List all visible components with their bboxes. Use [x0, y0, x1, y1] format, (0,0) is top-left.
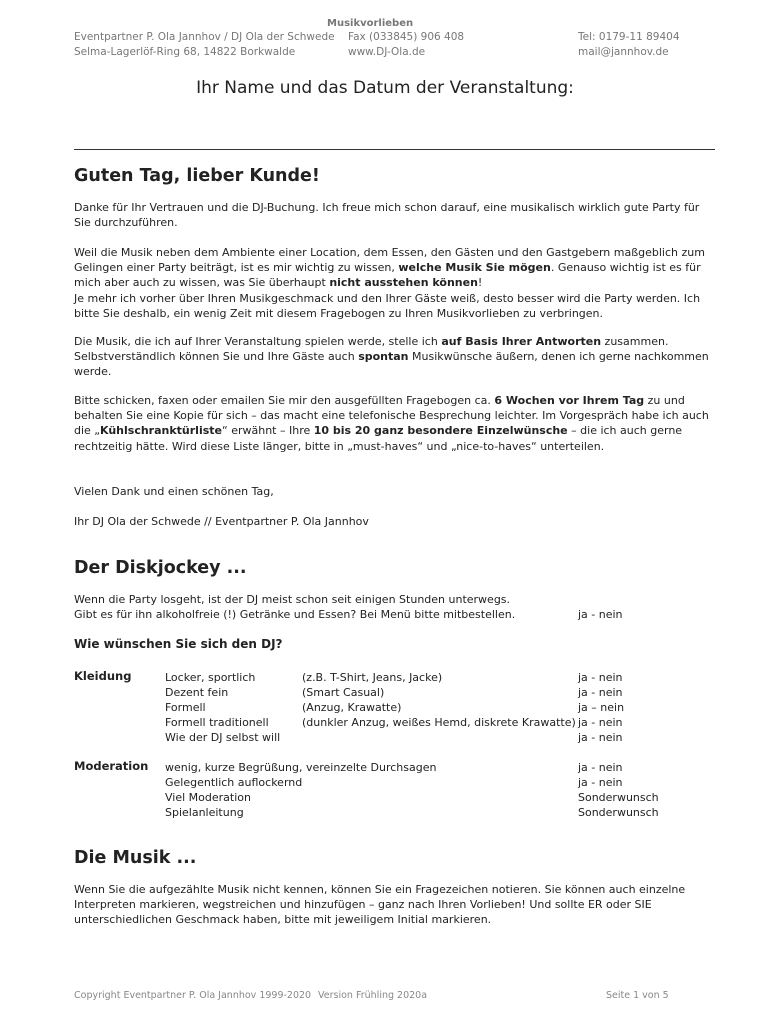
header-phone-block	[578, 30, 680, 60]
intro-paragraph-1: Danke für Ihr Vertrauen und die DJ-Buchung. Ich freue mich schon darauf, eine musikalisch wirklich gute Party für Sie durchzuführen.	[74, 201, 700, 230]
intro-paragraph-3: Die Musik, die ich auf Ihrer Veranstaltung spielen werde, stelle ich auf Basis Ihrer Antworten zusammen. Selbstverständlich können Sie und Ihre Gäste auch spontan Musikwünsche äußern, denen ich gerne nachkommen werde.	[74, 335, 709, 379]
clothing-answer[interactable]: ja – nein	[578, 701, 625, 714]
clothing-note: (Anzug, Krawatte)	[302, 701, 402, 714]
name-date-entry-line[interactable]	[74, 149, 715, 150]
thanks-line: Vielen Dank und einen schönen Tag,	[74, 485, 274, 498]
clothing-note: (z.B. T-Shirt, Jeans, Jacke)	[302, 671, 443, 684]
intro-paragraph-2: Weil die Musik neben dem Ambiente einer Location, dem Essen, den Gästen und den Gastgebern maßgeblich zum Gelingen einer Party beiträgt, ist es mir wichtig zu wissen, welche Musik Sie mögen. Genauso wichtig ist es für mich aber auch zu wissen, was Sie überhaupt nicht ausstehen können! Je mehr ich vorher über Ihren Musikgeschmack und den Ihrer Gäste weiß, desto besser wird die Party werden. Ich bitte Sie deshalb, ein wenig Zeit mit diesem Fragebogen zu Ihren Musikvorlieben zu verbringen.	[74, 246, 705, 320]
clothing-option: Wie der DJ selbst will	[165, 731, 281, 744]
header-address-block	[74, 30, 335, 60]
clothing-label: Kleidung	[74, 669, 132, 683]
moderation-option: Viel Moderation	[165, 791, 251, 804]
header-email: mail@jannhov.de	[578, 46, 669, 58]
header-fax: Fax (033845) 906 408	[348, 31, 465, 43]
clothing-answer[interactable]: ja - nein	[578, 686, 623, 699]
document-title: Musikvorlieben	[327, 18, 414, 29]
footer-page-number: Seite 1 von 5	[606, 990, 669, 1001]
intro-paragraph-4: Bitte schicken, faxen oder emailen Sie mir den ausgefüllten Fragebogen ca. 6 Wochen vor Ihrem Tag zu und behalten Sie eine Kopie für sich – das macht eine telefonische Besprechung leichter. Im Vorgespräch habe ich auch die „Kühlschranktürliste“ erwähnt – Ihre 10 bis 20 ganz besondere Einzelwünsche – die ich auch gerne rechtzeitig hätte. Wird diese Liste länger, bitte in „must-haves“ und „nice-to-haves“ unterteilen.	[74, 394, 709, 453]
header-phone: Tel: 0179-11 89404	[578, 31, 680, 43]
clothing-answer[interactable]: ja - nein	[578, 716, 623, 729]
clothing-answer[interactable]: ja - nein	[578, 731, 623, 744]
dj-intro-line-2: Gibt es für ihn alkoholfreie (!) Getränke und Essen? Bei Menü bitte mitbestellen.	[74, 608, 516, 621]
header-contact-block	[348, 30, 464, 60]
moderation-option: Gelegentlich auflockernd	[165, 776, 303, 789]
moderation-answer[interactable]: ja - nein	[578, 776, 623, 789]
moderation-answer[interactable]: Sonderwunsch	[578, 791, 659, 804]
name-date-prompt: Ihr Name und das Datum der Veranstaltung:	[196, 78, 574, 98]
header-street: Selma-Lagerlöf-Ring 68, 14822 Borkwalde	[74, 46, 296, 58]
clothing-note: (dunkler Anzug, weißes Hemd, diskrete Krawatte)	[302, 716, 576, 729]
moderation-answer[interactable]: ja - nein	[578, 761, 623, 774]
header-website: www.DJ-Ola.de	[348, 46, 426, 58]
moderation-answer[interactable]: Sonderwunsch	[578, 806, 659, 819]
footer-copyright: Copyright Eventpartner P. Ola Jannhov 1999-2020	[74, 990, 312, 1001]
greeting-heading: Guten Tag, lieber Kunde!	[74, 166, 320, 186]
footer-version: Version Frühling 2020a	[318, 990, 428, 1001]
clothing-note: (Smart Casual)	[302, 686, 385, 699]
clothing-option: Formell traditionell	[165, 716, 269, 729]
dj-section-heading: Der Diskjockey ...	[74, 558, 247, 578]
dj-catering-answer[interactable]: ja - nein	[578, 608, 623, 621]
clothing-answer[interactable]: ja - nein	[578, 671, 623, 684]
moderation-option: wenig, kurze Begrüßung, vereinzelte Durchsagen	[165, 761, 437, 774]
moderation-option: Spielanleitung	[165, 806, 244, 819]
dj-intro-line-1: Wenn die Party losgeht, ist der DJ meist schon seit einigen Stunden unterwegs.	[74, 593, 511, 606]
music-section-heading: Die Musik ...	[74, 848, 197, 868]
music-intro-paragraph: Wenn Sie die aufgezählte Musik nicht kennen, können Sie ein Fragezeichen notieren. Sie können auch einzelne Interpreten markieren, wegstreichen und hinzufügen – ganz nach Ihren Vorlieben! Und sollte ER oder SIE unterschiedlichen Geschmack haben, bitte mit jeweiligem Initial markieren.	[74, 883, 686, 927]
signature-line: Ihr DJ Ola der Schwede // Eventpartner P. Ola Jannhov	[74, 515, 369, 528]
clothing-option: Formell	[165, 701, 206, 714]
moderation-label: Moderation	[74, 759, 149, 773]
clothing-option: Dezent fein	[165, 686, 229, 699]
header-company: Eventpartner P. Ola Jannhov / DJ Ola der Schwede	[74, 31, 335, 43]
dj-wish-subheading: Wie wünschen Sie sich den DJ?	[74, 637, 283, 651]
clothing-option: Locker, sportlich	[165, 671, 256, 684]
